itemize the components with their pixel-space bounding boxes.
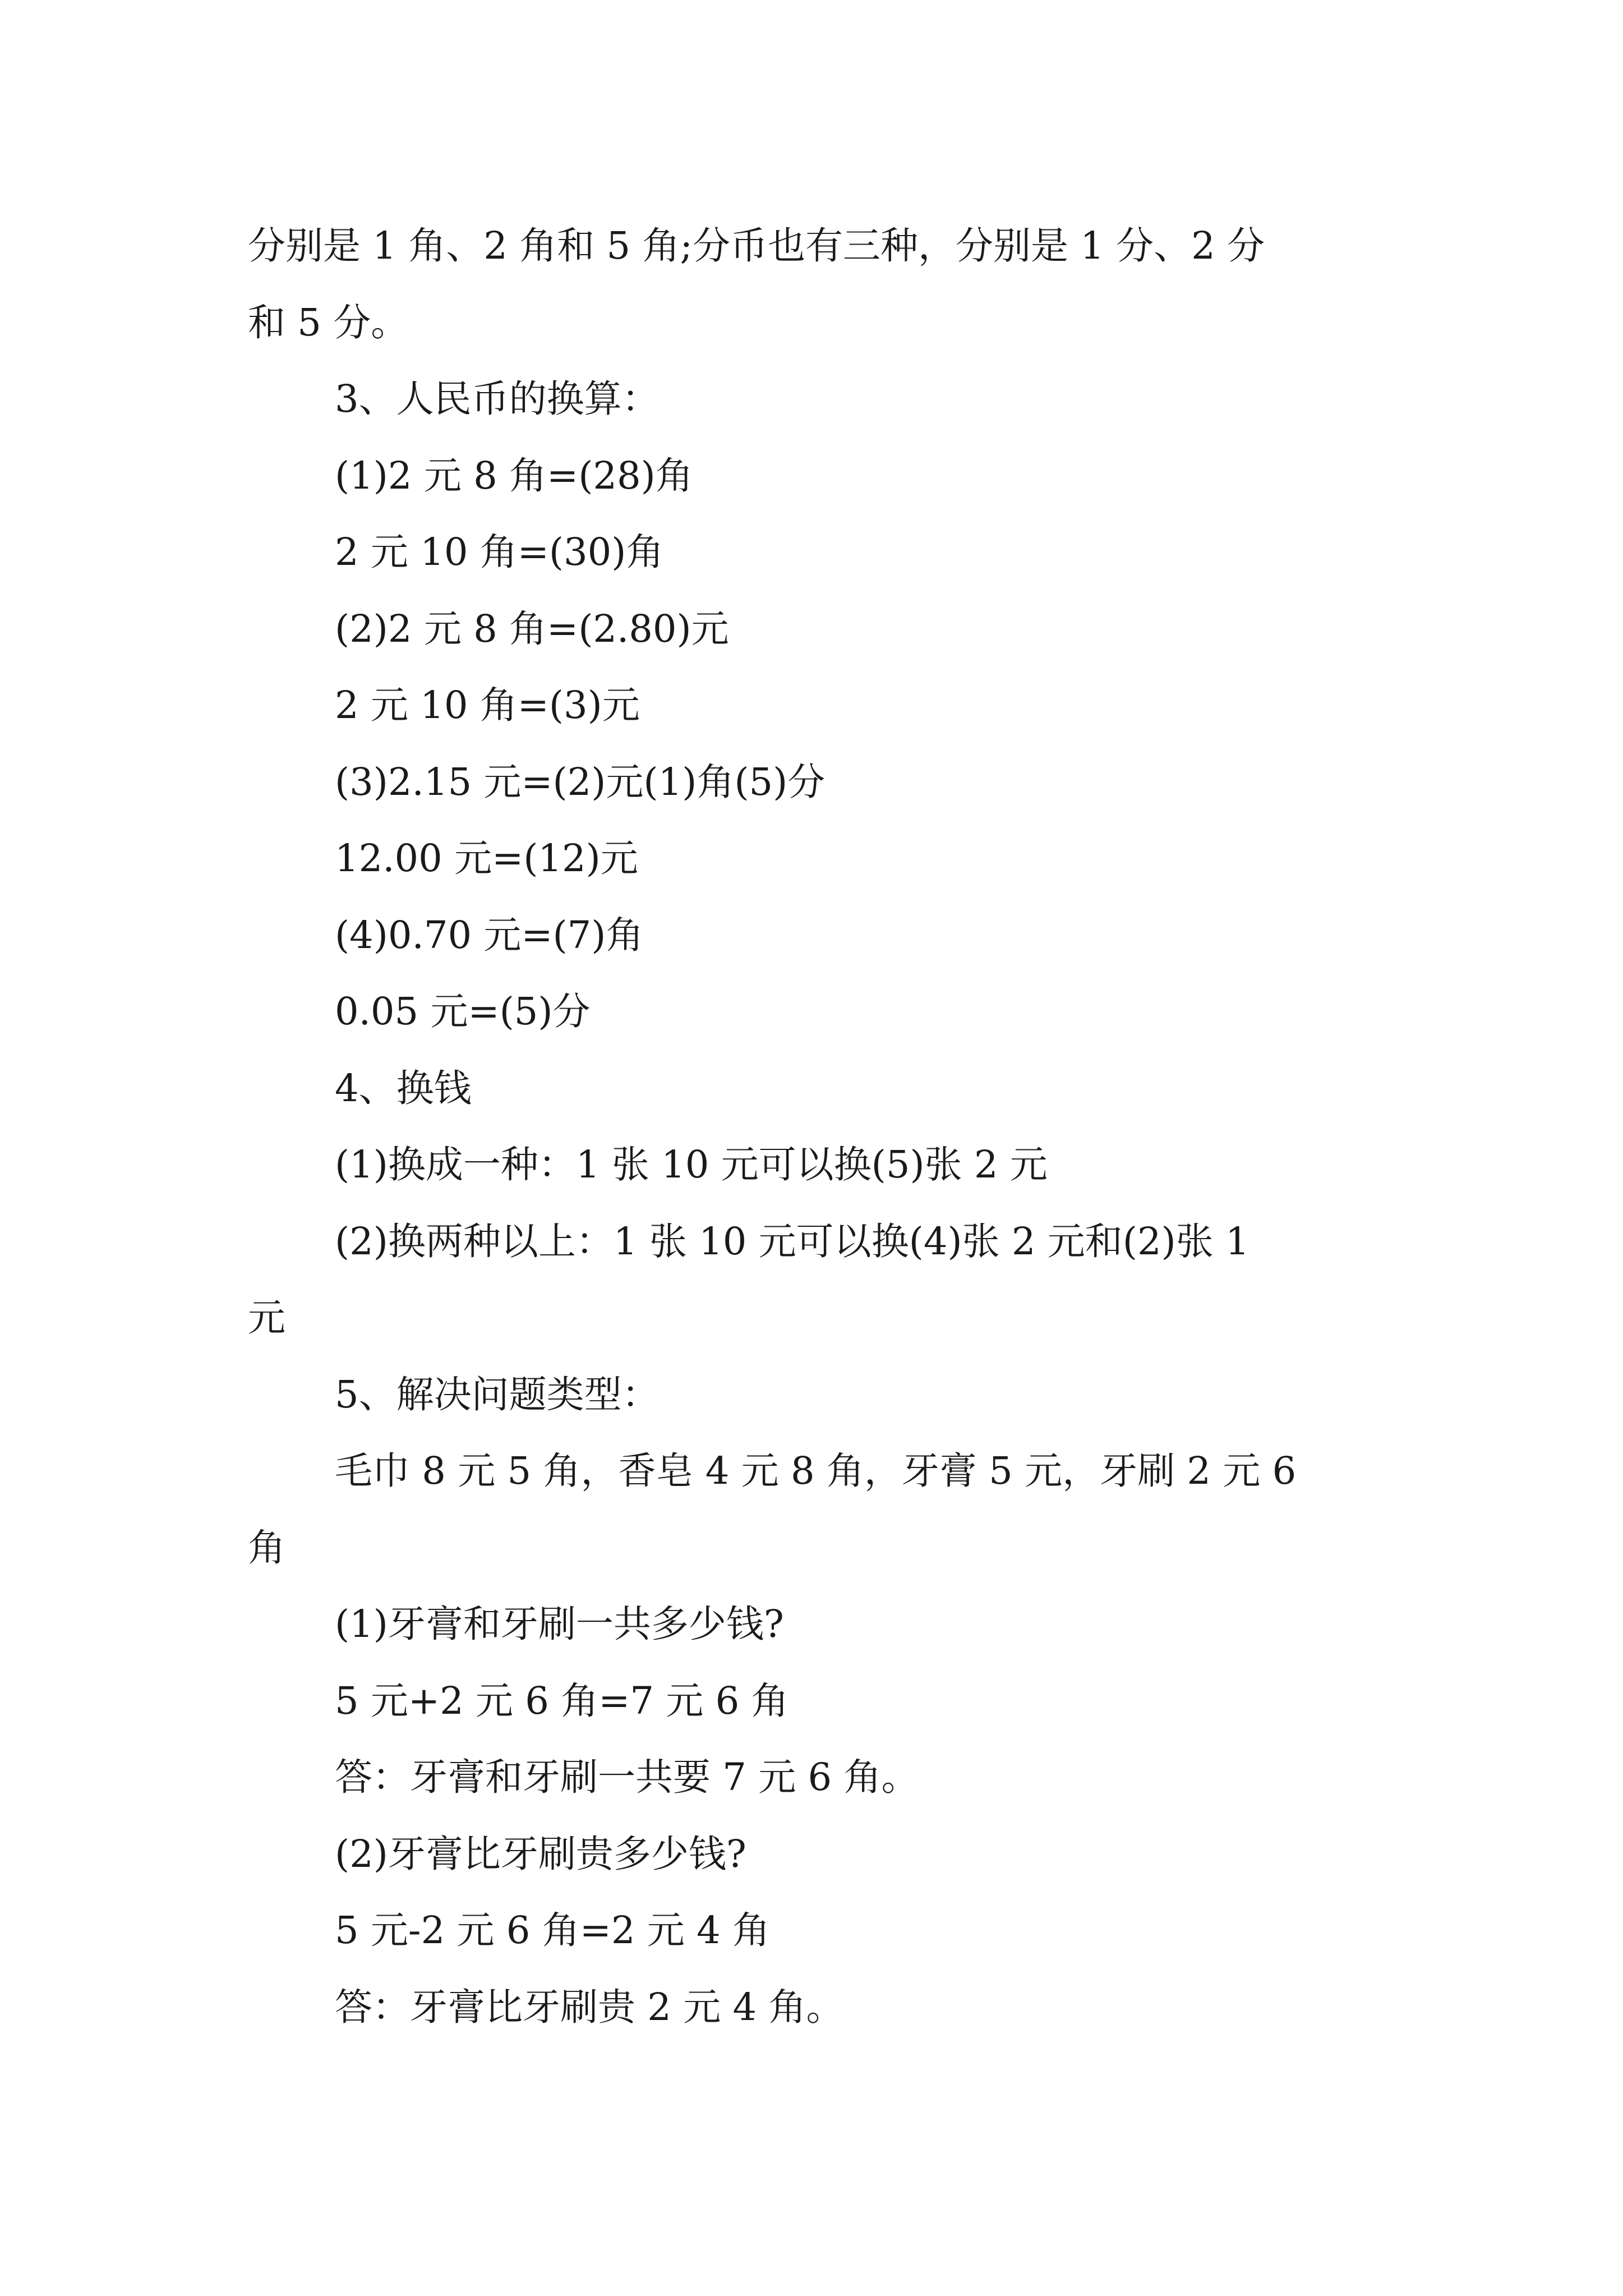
text-line: (1)换成一种：1 张 10 元可以换(5)张 2 元 bbox=[335, 1143, 1048, 1186]
text-line: (1)2 元 8 角=(28)角 bbox=[335, 453, 693, 498]
text-line: 毛巾 8 元 5 角，香皂 4 元 8 角，牙膏 5 元，牙刷 2 元 6 bbox=[335, 1449, 1297, 1493]
section-heading: 3、人民币的换算： bbox=[335, 377, 660, 421]
text-line: 角 bbox=[248, 1525, 285, 1570]
equation-line: 5 元+2 元 6 角=7 元 6 角 bbox=[335, 1678, 789, 1723]
text-line: 0.05 元=(5)分 bbox=[335, 990, 591, 1033]
text-line: 元 bbox=[248, 1296, 285, 1340]
equation-line: 5 元-2 元 6 角=2 元 4 角 bbox=[335, 1908, 770, 1952]
text-line: (2)2 元 8 角=(2.80)元 bbox=[335, 606, 729, 651]
section-heading: 4、换钱 bbox=[335, 1066, 472, 1110]
question-line: (2)牙膏比牙刷贵多少钱? bbox=[335, 1832, 746, 1876]
text-line: 12.00 元=(12)元 bbox=[335, 836, 638, 880]
text-line: 和 5 分。 bbox=[248, 300, 409, 344]
text-line: (2)换两种以上：1 张 10 元可以换(4)张 2 元和(2)张 1 bbox=[335, 1219, 1249, 1263]
text-line: (3)2.15 元=(2)元(1)角(5)分 bbox=[335, 760, 826, 804]
section-heading: 5、解决问题类型： bbox=[335, 1372, 660, 1416]
text-line: (4)0.70 元=(7)角 bbox=[335, 913, 644, 957]
text-line: 2 元 10 角=(3)元 bbox=[335, 683, 640, 727]
body-text bbox=[248, 208, 1386, 2045]
answer-line: 答：牙膏比牙刷贵 2 元 4 角。 bbox=[335, 1985, 844, 2029]
text-line: 2 元 10 角=(30)角 bbox=[335, 530, 664, 574]
text-line: 分别是 1 角、2 角和 5 角;分币也有三种，分别是 1 分、2 分 bbox=[248, 224, 1265, 268]
answer-line: 答：牙膏和牙刷一共要 7 元 6 角。 bbox=[335, 1755, 919, 1799]
question-line: (1)牙膏和牙刷一共多少钱? bbox=[335, 1602, 784, 1646]
